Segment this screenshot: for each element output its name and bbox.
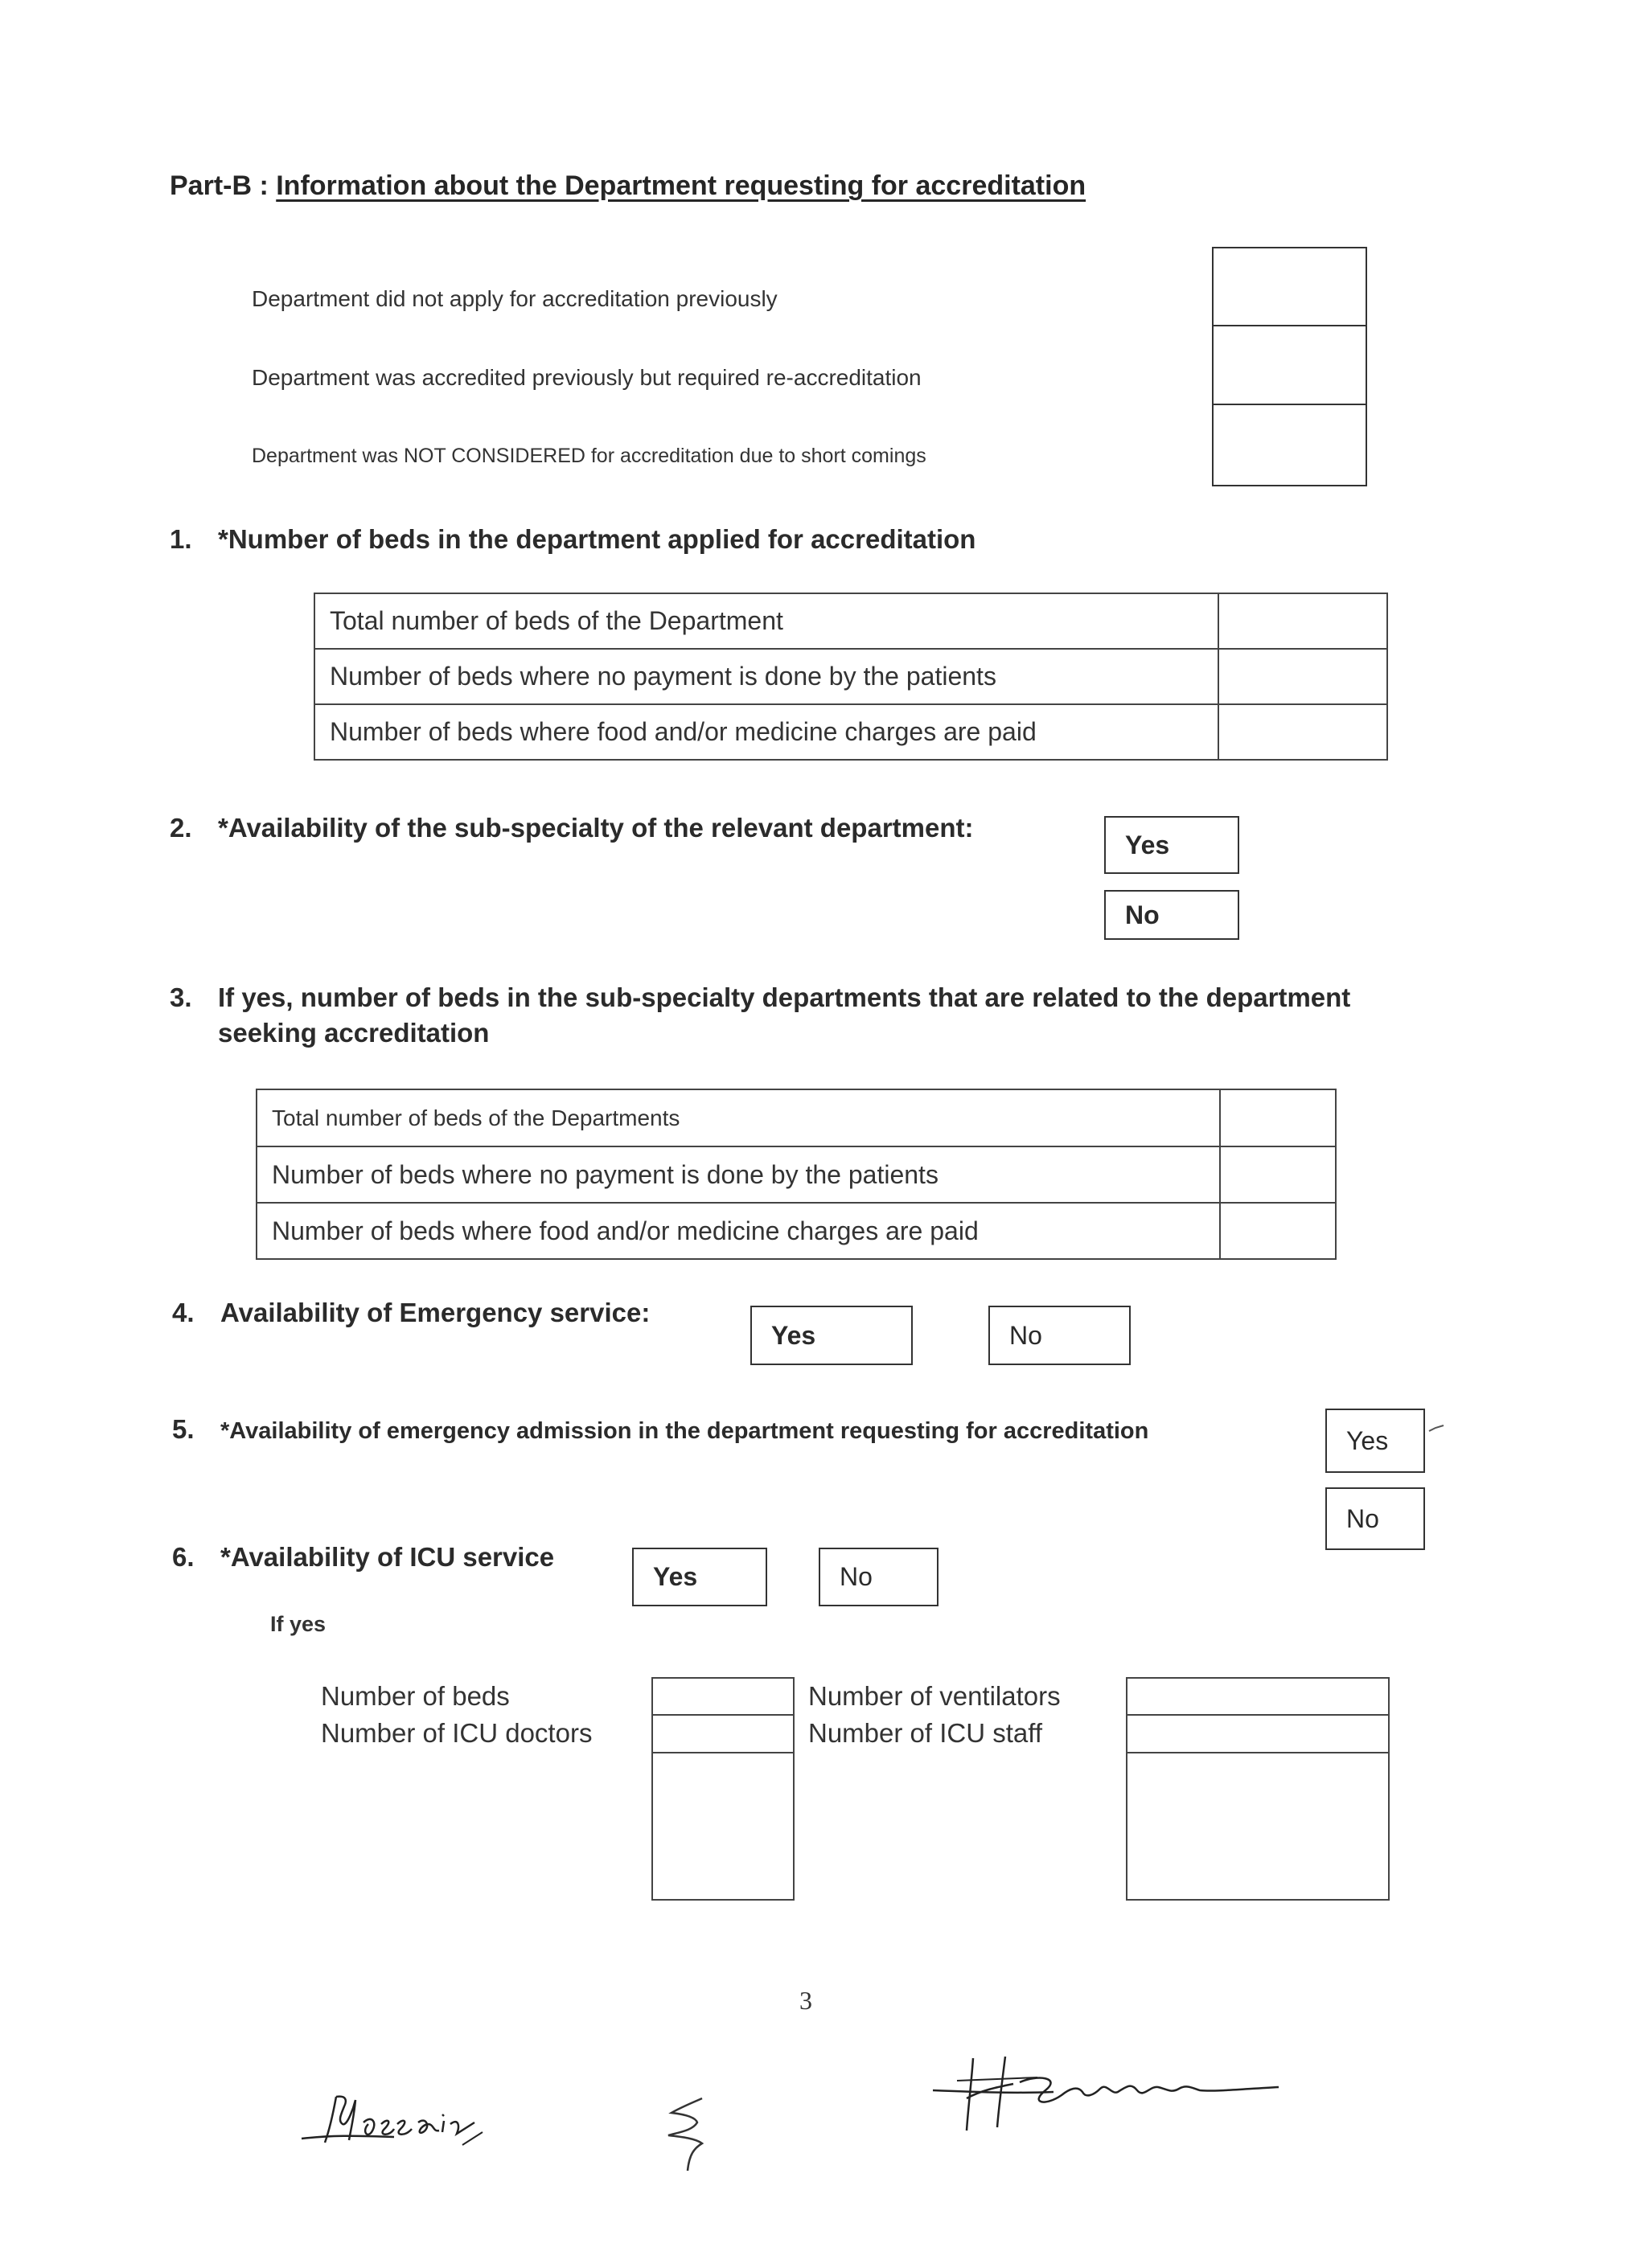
q4-no-label: No	[1009, 1320, 1042, 1350]
section-prefix: Part-B :	[170, 170, 277, 201]
signature-initials	[655, 2090, 720, 2179]
q1-total-beds-field[interactable]	[1218, 593, 1387, 649]
question-5-text: *Availability of emergency admission in the department requesting for accreditation	[220, 1418, 1149, 1444]
icu-beds-field[interactable]	[653, 1679, 793, 1716]
question-2-number: 2.	[170, 813, 192, 843]
question-4-text: Availability of Emergency service:	[220, 1298, 651, 1327]
q6-no-box[interactable]	[819, 1548, 939, 1606]
q6-yes-box[interactable]	[632, 1548, 767, 1606]
q1-row-label: Number of beds where food and/or medicine charges are paid	[314, 704, 1218, 760]
q3-row-label: Number of beds where food and/or medicine charges are paid	[257, 1203, 1220, 1259]
q3-beds-table	[256, 1089, 1337, 1260]
question-1-text: *Number of beds in the department applied for accreditation	[218, 524, 976, 554]
table-row	[314, 593, 1387, 649]
q4-yes-box[interactable]	[750, 1306, 913, 1365]
q5-yes-label: Yes	[1346, 1425, 1389, 1455]
page-number: 3	[799, 1986, 812, 2015]
question-3-text-line2: seeking accreditation	[218, 1018, 490, 1048]
q3-total-beds-field[interactable]	[1220, 1089, 1336, 1146]
q2-no-label: No	[1125, 900, 1160, 929]
icu-right-field-group	[1126, 1677, 1390, 1901]
question-1	[170, 524, 975, 555]
q1-row-label: Total number of beds of the Department	[314, 593, 1218, 649]
q3-paid-beds-field[interactable]	[1220, 1203, 1336, 1259]
q1-paid-beds-field[interactable]	[1218, 704, 1387, 760]
table-row	[257, 1203, 1336, 1259]
question-6-text: *Availability of ICU service	[220, 1542, 555, 1572]
icu-left-field-group	[651, 1677, 795, 1901]
question-3-number: 3.	[170, 982, 192, 1012]
table-row	[314, 704, 1387, 760]
question-3	[170, 982, 1424, 1048]
status-checkbox-not-applied[interactable]	[1214, 248, 1366, 326]
if-yes-label: If yes	[270, 1612, 327, 1636]
q4-no-box[interactable]	[988, 1306, 1131, 1365]
question-1-number: 1.	[170, 524, 192, 554]
status-checkbox-group	[1212, 247, 1367, 486]
section-heading	[170, 170, 1086, 202]
question-3-text-line1: If yes, number of beds in the sub-specialty departments that are related to the department	[218, 982, 1351, 1012]
pen-tick-mark-icon	[1427, 1423, 1447, 1434]
q1-row-label: Number of beds where no payment is done by the patients	[314, 649, 1218, 704]
q2-yes-label: Yes	[1125, 830, 1170, 859]
q3-row-label: Total number of beds of the Departments	[257, 1089, 1220, 1146]
question-5-number: 5.	[172, 1414, 195, 1444]
icu-ventilators-label: Number of ventilators	[808, 1681, 1061, 1711]
icu-doctors-label: Number of ICU doctors	[321, 1718, 593, 1748]
question-4	[172, 1298, 650, 1328]
status-checkbox-reaccreditation[interactable]	[1214, 326, 1366, 405]
q5-yes-box[interactable]	[1325, 1409, 1425, 1473]
q5-no-box[interactable]	[1325, 1487, 1425, 1550]
q2-no-box[interactable]	[1104, 890, 1239, 940]
icu-staff-field[interactable]	[1127, 1716, 1388, 1753]
question-2	[170, 813, 974, 843]
q3-row-label: Number of beds where no payment is done by the patients	[257, 1146, 1220, 1203]
q6-yes-label: Yes	[653, 1562, 698, 1591]
status-checkbox-not-considered[interactable]	[1214, 405, 1366, 483]
status-option-not-applied: Department did not apply for accreditation previously	[252, 286, 778, 311]
question-6-number: 6.	[172, 1542, 195, 1572]
q4-yes-label: Yes	[771, 1320, 816, 1350]
table-row	[257, 1089, 1336, 1146]
question-4-number: 4.	[172, 1298, 195, 1327]
status-option-not-considered: Department was NOT CONSIDERED for accreditation due to short comings	[252, 445, 926, 467]
q2-yes-box[interactable]	[1104, 816, 1239, 874]
question-5	[172, 1414, 1148, 1445]
q6-no-label: No	[840, 1562, 873, 1591]
section-title: Information about the Department requesting for accreditation	[276, 170, 1086, 201]
signature-hossain	[298, 2082, 531, 2171]
q1-beds-table	[314, 593, 1388, 761]
question-2-text: *Availability of the sub-specialty of the relevant department:	[218, 813, 974, 843]
icu-ventilators-field[interactable]	[1127, 1679, 1388, 1716]
question-6	[172, 1542, 554, 1573]
status-option-reaccreditation: Department was accredited previously but required re-accreditation	[252, 365, 922, 390]
q3-free-beds-field[interactable]	[1220, 1146, 1336, 1203]
icu-staff-label: Number of ICU staff	[808, 1718, 1042, 1748]
icu-doctors-field[interactable]	[653, 1716, 793, 1753]
table-row	[257, 1146, 1336, 1203]
q5-no-label: No	[1346, 1503, 1379, 1533]
table-row	[314, 649, 1387, 704]
q1-free-beds-field[interactable]	[1218, 649, 1387, 704]
icu-beds-label: Number of beds	[321, 1681, 510, 1711]
signature-right	[925, 2050, 1327, 2139]
